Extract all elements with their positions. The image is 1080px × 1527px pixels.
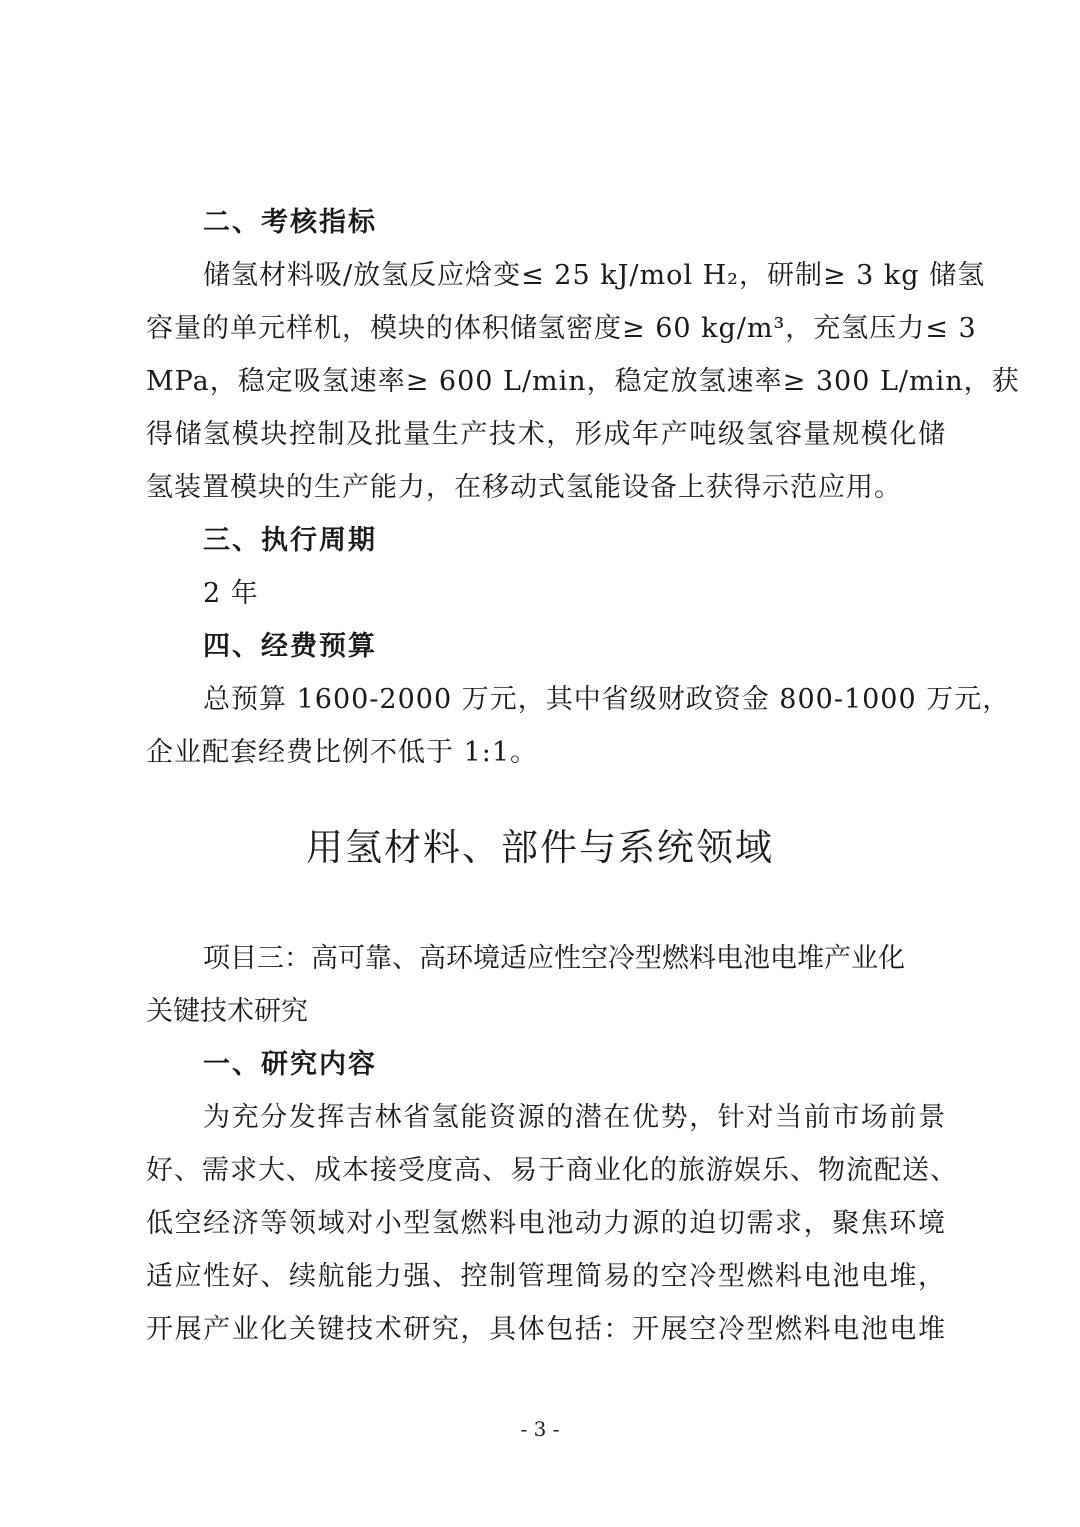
domain-title: 用氢材料、部件与系统领域: [306, 826, 774, 869]
page-number: - 3 -: [520, 1417, 560, 1441]
project-title: [146, 932, 946, 1038]
paragraph-line: 储氢材料吸/放氢反应焓变≤ 25 kJ/mol H₂，研制≥ 3 kg 储氢: [203, 260, 986, 291]
paragraph-line: 总预算 1600-2000 万元，其中省级财政资金 800-1000 万元，: [203, 684, 1011, 715]
section-heading-budget: 四、经费预算: [203, 631, 377, 662]
paragraph-line: 企业配套经费比例不低于 1:1。: [146, 737, 539, 768]
paragraph-line: 容量的单元样机，模块的体积储氢密度≥ 60 kg/m³，充氢压力≤ 3: [146, 313, 977, 344]
paragraph-line: 开展产业化关键技术研究，具体包括：开展空冷型燃料电池电堆: [146, 1314, 946, 1345]
paragraph-line: 低空经济等领域对小型氢燃料电池动力源的迫切需求，聚焦环境: [146, 1208, 946, 1239]
paragraph-line: MPa，稳定吸氢速率≥ 600 L/min，稳定放氢速率≥ 300 L/min，获: [146, 366, 1020, 397]
section-heading-assessment: 二、考核指标: [203, 207, 377, 238]
paragraph-line: 2 年: [203, 578, 259, 609]
research-paragraph: [146, 1091, 958, 1356]
project-title-line: 关键技术研究: [146, 996, 308, 1027]
paragraph-line: 好、需求大、成本接受度高、易于商业化的旅游娱乐、物流配送、: [146, 1155, 958, 1186]
budget-paragraph: [146, 673, 1011, 779]
top-sections: [146, 196, 1020, 779]
period-paragraph: [146, 567, 946, 620]
project-title-line: 项目三：高可靠、高环境适应性空冷型燃料电池电堆产业化: [203, 943, 905, 974]
section-heading-period: 三、执行周期: [203, 525, 377, 556]
project-three: [146, 932, 958, 1356]
assessment-paragraph: [146, 249, 1020, 514]
paragraph-line: 得储氢模块控制及批量生产技术，形成年产吨级氢容量规模化储: [146, 419, 946, 450]
paragraph-line: 氢装置模块的生产能力，在移动式氢能设备上获得示范应用。: [146, 472, 902, 503]
paragraph-line: 适应性好、续航能力强、控制管理简易的空冷型燃料电池电堆，: [146, 1261, 946, 1292]
section-heading-research: 一、研究内容: [203, 1049, 377, 1080]
paragraph-line: 为充分发挥吉林省氢能资源的潜在优势，针对当前市场前景: [203, 1102, 946, 1133]
